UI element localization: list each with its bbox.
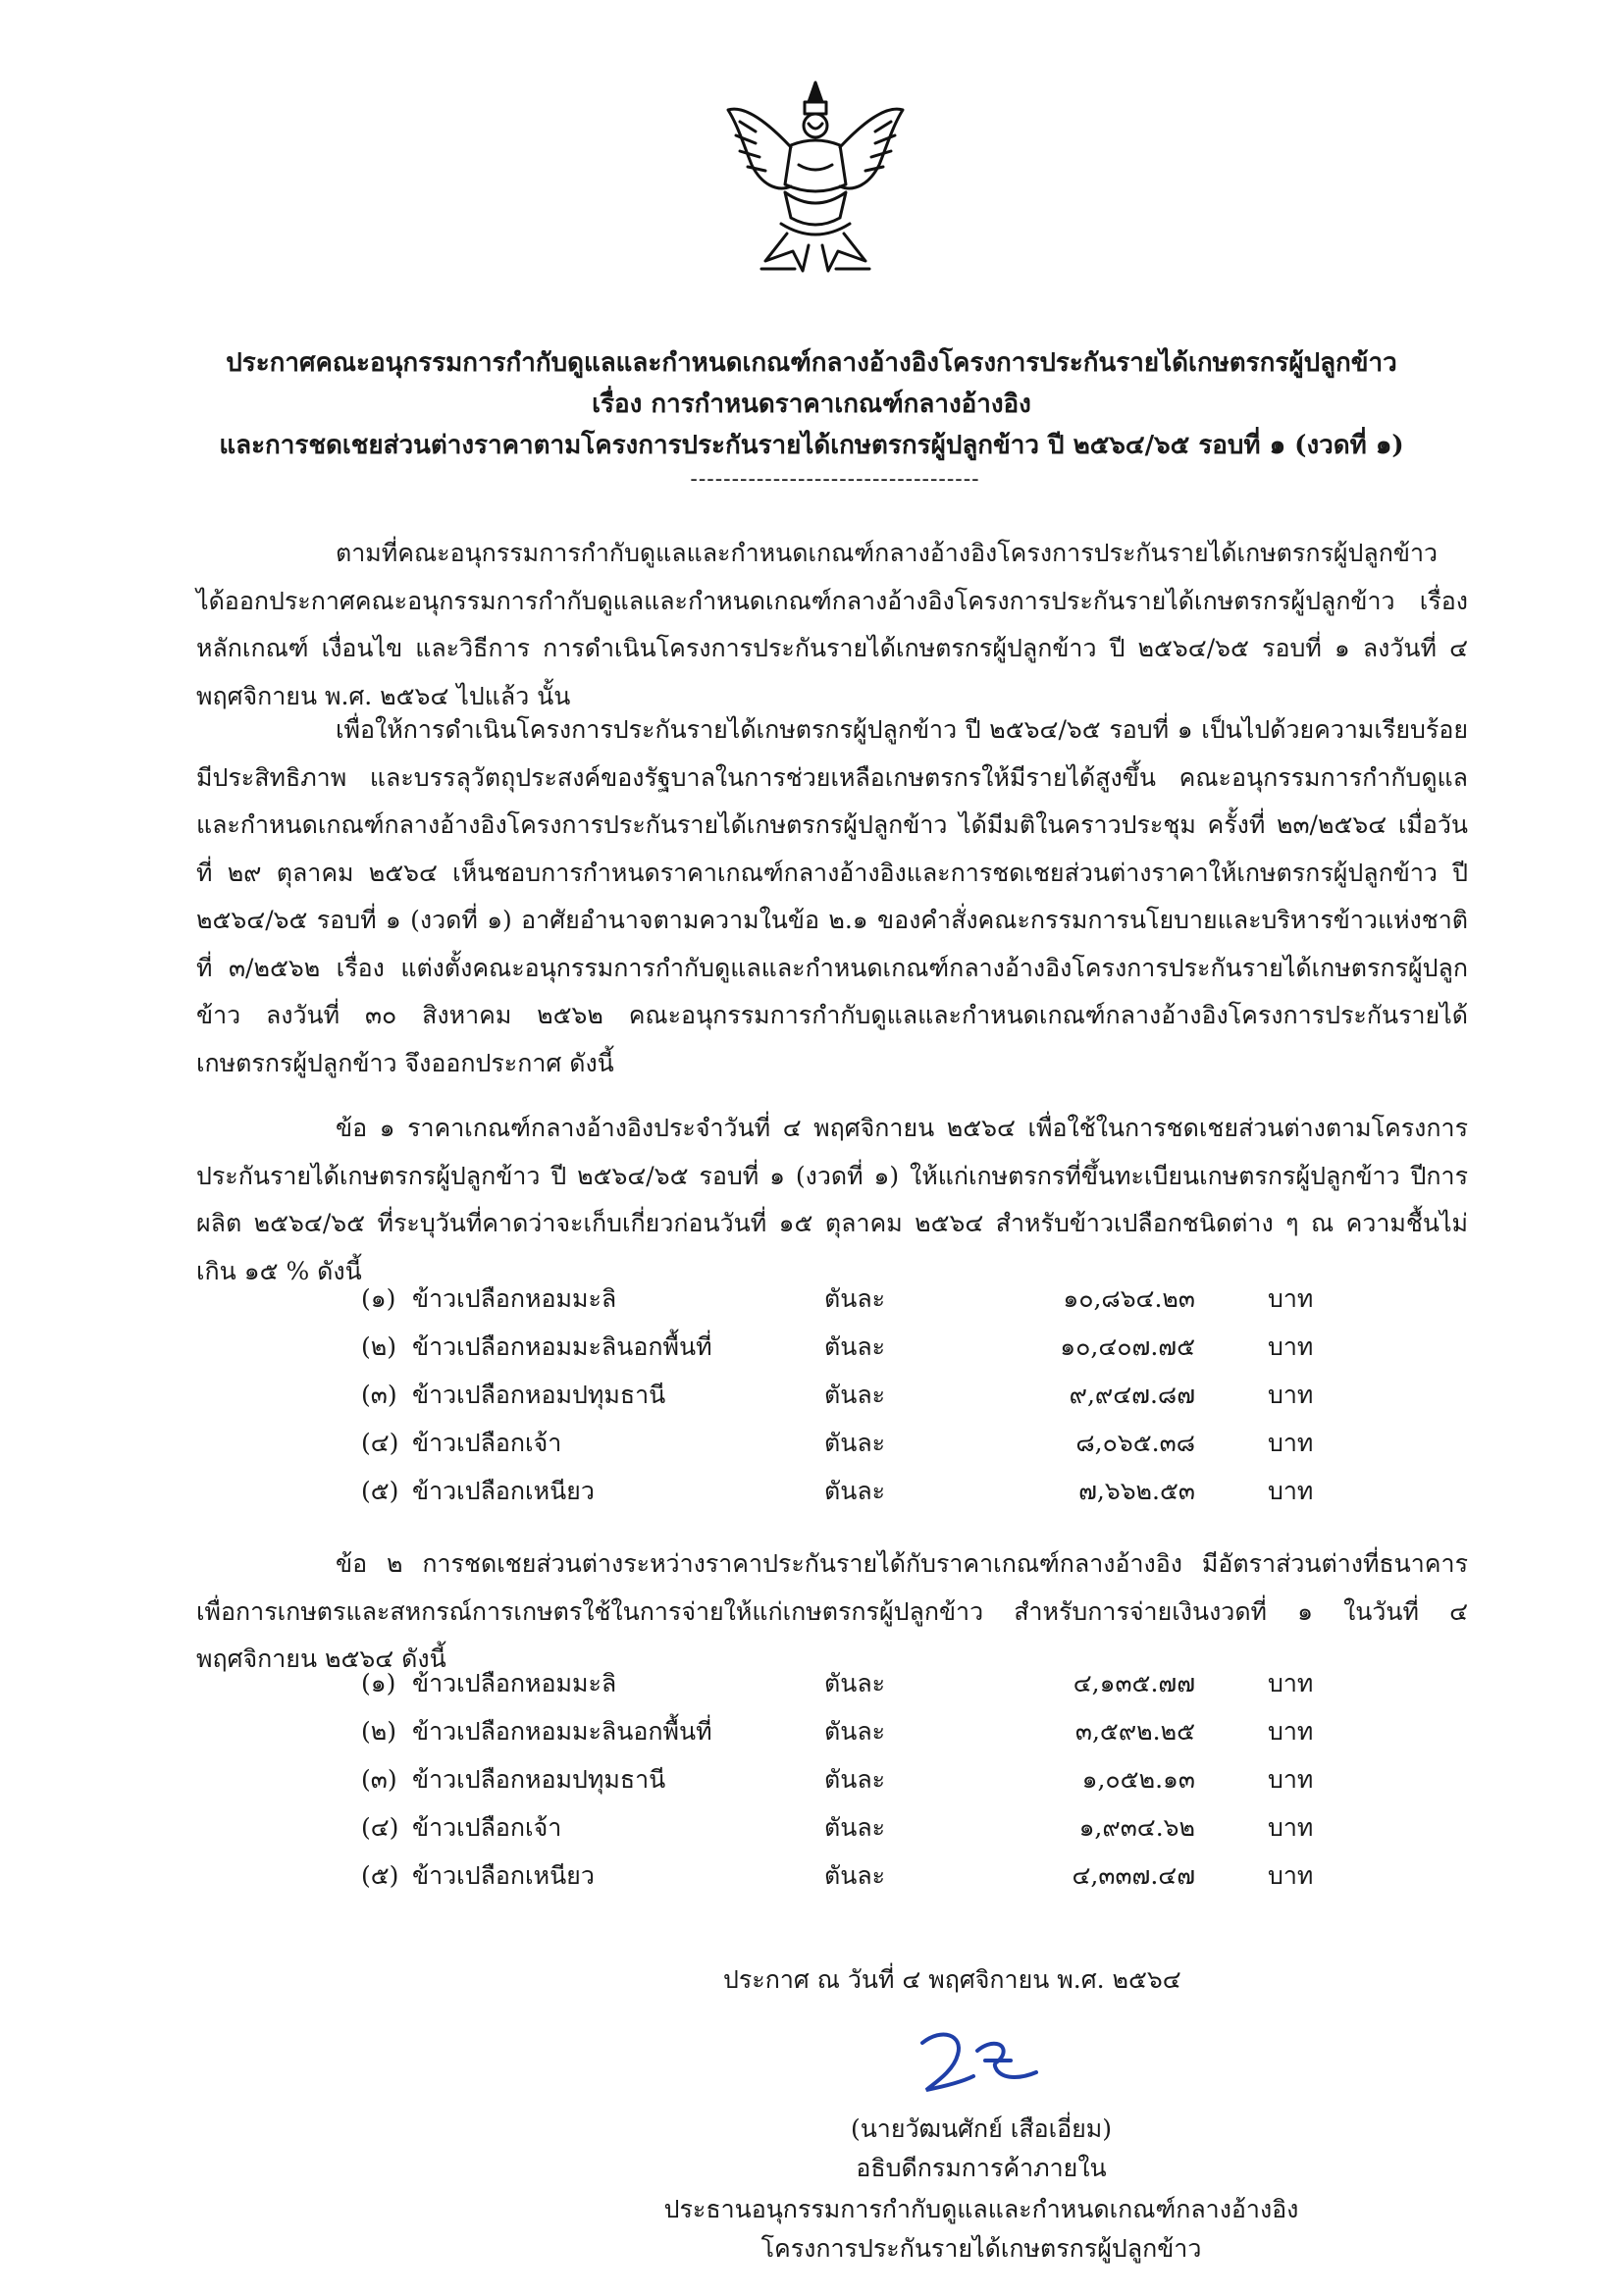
announcement-date: ประกาศ ณ วันที่ ๔ พฤศจิกายน พ.ศ. ๒๕๖๔ xyxy=(723,1965,1181,1994)
table-row xyxy=(361,1706,1342,1754)
paragraph-preamble xyxy=(196,530,1468,720)
currency-label: บาท xyxy=(1268,1765,1314,1794)
currency-label: บาท xyxy=(1268,1861,1314,1890)
row-number: (๕) xyxy=(361,1861,399,1890)
row-number: (๔) xyxy=(361,1813,399,1842)
currency-label: บาท xyxy=(1268,1477,1314,1505)
rice-type: ข้าวเปลือกเจ้า xyxy=(412,1813,562,1842)
rice-type: ข้าวเปลือกเหนียว xyxy=(412,1861,595,1890)
paragraph-authority-text: เพื่อให้การดำเนินโครงการประกันรายได้เกษตรกรผู้ปลูกข้าว ปี ๒๕๖๔/๖๕ รอบที่ ๑ เป็นไปด้วยความเรียบร้อย มีประสิทธิภาพ และบรรลุวัตถุประสงค์ของรัฐบาลในการช่วยเหลือเกษตรกรให้มีรายได้สูงขึ้น คณะอนุกรรมการกำกับดูแลและกำหนดเกณฑ์กลางอ้างอิงโครงการประกันรายได้เกษตรกรผู้ปลูกข้าว ได้มีมติในคราวประชุม ครั้งที่ ๒๓/๒๕๖๔ เมื่อวันที่ ๒๙ ตุลาคม ๒๕๖๔ เห็นชอบการกำหนดราคาเกณฑ์กลางอ้างอิงและการชดเชยส่วนต่างราคาให้เกษตรกรผู้ปลูกข้าว ปี ๒๕๖๔/๖๕ รอบที่ ๑ (งวดที่ ๑) อาศัยอำนาจตามความในข้อ ๒.๑ ของคำสั่งคณะกรรมการนโยบายและบริหารข้าวแห่งชาติ ที่ ๓/๒๕๖๒ เรื่อง แต่งตั้งคณะอนุกรรมการกำกับดูแลและกำหนดเกณฑ์กลางอ้างอิงโครงการประกันรายได้เกษตรกรผู้ปลูกข้าว ลงวันที่ ๓๐ สิงหาคม ๒๕๖๒ คณะอนุกรรมการกำกับดูแลและกำหนดเกณฑ์กลางอ้างอิงโครงการประกันรายได้เกษตรกรผู้ปลูกข้าว จึงออกประกาศ ดังนี้ xyxy=(196,715,1468,1077)
title-divider: ----------------------------------- xyxy=(690,467,980,492)
rice-type: ข้าวเปลือกหอมมะลินอกพื้นที่ xyxy=(412,1717,712,1746)
compensation-value: ๔,๑๓๕.๗๗ xyxy=(1073,1669,1195,1697)
clause-1 xyxy=(196,1105,1468,1295)
unit-label: ตันละ xyxy=(824,1332,886,1361)
currency-label: บาท xyxy=(1268,1813,1314,1842)
compensation-value: ๑,๐๕๒.๑๓ xyxy=(1081,1765,1195,1794)
table-row xyxy=(361,1754,1342,1802)
garuda-emblem-icon xyxy=(722,77,909,283)
table-row xyxy=(361,1466,1342,1514)
unit-label: ตันละ xyxy=(824,1477,886,1505)
announcement-title: ประกาศคณะอนุกรรมการกำกับดูแลและกำหนดเกณฑ์กลางอ้างอิงโครงการประกันรายได้เกษตรกรผู้ปลูกข้าว xyxy=(226,348,1397,378)
currency-label: บาท xyxy=(1268,1429,1314,1457)
compensation-value: ๑,๙๓๔.๖๒ xyxy=(1078,1813,1195,1842)
unit-label: ตันละ xyxy=(824,1861,886,1890)
unit-label: ตันละ xyxy=(824,1381,886,1409)
row-number: (๓) xyxy=(361,1381,397,1409)
table-row xyxy=(361,1658,1342,1706)
price-value: ๗,๖๖๒.๕๓ xyxy=(1078,1477,1195,1505)
unit-label: ตันละ xyxy=(824,1765,886,1794)
row-number: (๓) xyxy=(361,1765,397,1794)
compensation-value: ๔,๓๓๗.๔๗ xyxy=(1072,1861,1195,1890)
unit-label: ตันละ xyxy=(824,1284,886,1313)
signer-title: อธิบดีกรมการค้าภายใน xyxy=(856,2154,1107,2182)
unit-label: ตันละ xyxy=(824,1813,886,1842)
clause-2-text: ข้อ ๒ การชดเชยส่วนต่างระหว่างราคาประกันรายได้กับราคาเกณฑ์กลางอ้างอิง มีอัตราส่วนต่างที่ธนาคารเพื่อการเกษตรและสหกรณ์การเกษตรใช้ในการจ่ายให้แก่เกษตรกรผู้ปลูกข้าว สำหรับการจ่ายเงินงวดที่ ๑ ในวันที่ ๔ พฤศจิกายน ๒๕๖๔ ดังนี้ xyxy=(196,1549,1468,1673)
compensation-value: ๓,๕๙๒.๒๕ xyxy=(1074,1717,1195,1746)
rice-type: ข้าวเปลือกหอมปทุมธานี xyxy=(412,1381,666,1409)
row-number: (๒) xyxy=(361,1717,396,1746)
unit-label: ตันละ xyxy=(824,1669,886,1697)
price-value: ๑๐,๔๐๗.๗๕ xyxy=(1060,1332,1195,1361)
row-number: (๕) xyxy=(361,1477,399,1505)
table-row xyxy=(361,1274,1342,1322)
compensation-table xyxy=(361,1658,1342,1899)
handwritten-signature-icon xyxy=(913,2021,1050,2100)
reference-price-table xyxy=(361,1274,1342,1514)
currency-label: บาท xyxy=(1268,1717,1314,1746)
price-value: ๑๐,๘๖๔.๒๓ xyxy=(1063,1284,1195,1313)
table-row xyxy=(361,1802,1342,1851)
announcement-subtitle: และการชดเชยส่วนต่างราคาตามโครงการประกันรายได้เกษตรกรผู้ปลูกข้าว ปี ๒๕๖๔/๖๕ รอบที่ ๑ (งวดที่ ๑) xyxy=(219,431,1404,460)
currency-label: บาท xyxy=(1268,1332,1314,1361)
signer-role-project: โครงการประกันรายได้เกษตรกรผู้ปลูกข้าว xyxy=(760,2234,1202,2263)
unit-label: ตันละ xyxy=(824,1429,886,1457)
table-row xyxy=(361,1851,1342,1899)
paragraph-authority xyxy=(196,706,1468,1087)
row-number: (๑) xyxy=(361,1284,396,1313)
currency-label: บาท xyxy=(1268,1284,1314,1313)
clause-1-text: ข้อ ๑ ราคาเกณฑ์กลางอ้างอิงประจำวันที่ ๔ พฤศจิกายน ๒๕๖๔ เพื่อใช้ในการชดเชยส่วนต่างตามโครงการประกันรายได้เกษตรกรผู้ปลูกข้าว ปี ๒๕๖๔/๖๕ รอบที่ ๑ (งวดที่ ๑) ให้แก่เกษตรกรที่ขึ้นทะเบียนเกษตรกรผู้ปลูกข้าว ปีการผลิต ๒๕๖๔/๖๕ ที่ระบุวันที่คาดว่าจะเก็บเกี่ยวก่อนวันที่ ๑๕ ตุลาคม ๒๕๖๔ สำหรับข้าวเปลือกชนิดต่าง ๆ ณ ความชื้นไม่เกิน ๑๕ % ดังนี้ xyxy=(196,1114,1468,1285)
price-value: ๙,๙๔๗.๘๗ xyxy=(1069,1381,1195,1409)
rice-type: ข้าวเปลือกเจ้า xyxy=(412,1429,562,1457)
table-row xyxy=(361,1418,1342,1466)
signer-name: (นายวัฒนศักย์ เสือเอี่ยม) xyxy=(850,2114,1113,2143)
table-row xyxy=(361,1322,1342,1370)
price-value: ๘,๐๖๕.๓๘ xyxy=(1075,1429,1195,1457)
announcement-subject: เรื่อง การกำหนดราคาเกณฑ์กลางอ้างอิง xyxy=(592,390,1031,419)
paragraph-preamble-text: ตามที่คณะอนุกรรมการกำกับดูแลและกำหนดเกณฑ์กลางอ้างอิงโครงการประกันรายได้เกษตรกรผู้ปลูกข้าว ได้ออกประกาศคณะอนุกรรมการกำกับดูแลและกำหนดเกณฑ์กลางอ้างอิงโครงการประกันรายได้เกษตรกรผู้ปลูกข้าว เรื่อง หลักเกณฑ์ เงื่อนไข และวิธีการ การดำเนินโครงการประกันรายได้เกษตรกรผู้ปลูกข้าว ปี ๒๕๖๔/๖๕ รอบที่ ๑ ลงวันที่ ๔ พฤศจิกายน พ.ศ. ๒๕๖๔ ไปแล้ว นั้น xyxy=(196,539,1468,710)
rice-type: ข้าวเปลือกเหนียว xyxy=(412,1477,595,1505)
row-number: (๔) xyxy=(361,1429,399,1457)
signer-role: ประธานอนุกรรมการกำกับดูแลและกำหนดเกณฑ์กลางอ้างอิง xyxy=(663,2195,1299,2223)
currency-label: บาท xyxy=(1268,1381,1314,1409)
row-number: (๑) xyxy=(361,1669,396,1697)
rice-type: ข้าวเปลือกหอมมะลิ xyxy=(412,1669,617,1697)
table-row xyxy=(361,1370,1342,1418)
row-number: (๒) xyxy=(361,1332,396,1361)
unit-label: ตันละ xyxy=(824,1717,886,1746)
currency-label: บาท xyxy=(1268,1669,1314,1697)
rice-type: ข้าวเปลือกหอมมะลินอกพื้นที่ xyxy=(412,1332,712,1361)
rice-type: ข้าวเปลือกหอมปทุมธานี xyxy=(412,1765,666,1794)
rice-type: ข้าวเปลือกหอมมะลิ xyxy=(412,1284,617,1313)
